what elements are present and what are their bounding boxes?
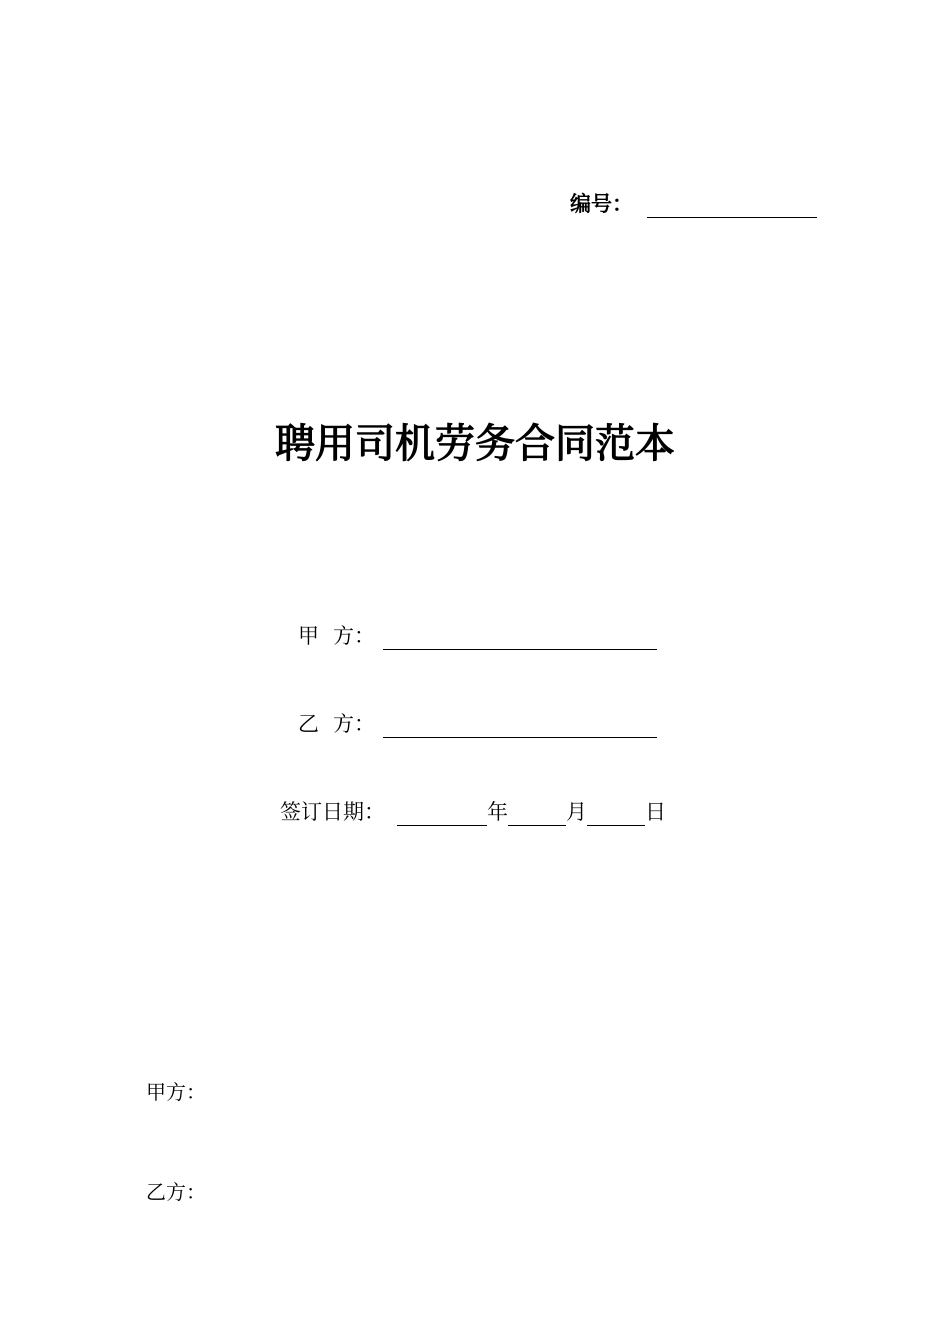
- cover-party-a-field: [298, 620, 657, 650]
- day-blank[interactable]: [587, 803, 645, 826]
- cover-party-a-blank[interactable]: [383, 627, 657, 650]
- body-party-a-label: 甲方：: [146, 1080, 206, 1104]
- month-label: 月: [566, 800, 587, 824]
- serial-number-blank[interactable]: [647, 195, 817, 218]
- year-blank[interactable]: [397, 803, 487, 826]
- cover-party-a-label-char1: 甲: [298, 624, 319, 648]
- year-label: 年: [487, 800, 508, 824]
- month-blank[interactable]: [508, 803, 566, 826]
- cover-party-b-label-char1: 乙: [298, 712, 319, 736]
- serial-number-label: 编号：: [570, 192, 633, 216]
- cover-party-b-blank[interactable]: [383, 715, 657, 738]
- cover-party-b-field: [298, 708, 657, 738]
- body-party-b-label: 乙方：: [146, 1180, 206, 1204]
- signing-date-label: 签订日期：: [280, 800, 385, 824]
- cover-party-a-label-char2: 方：: [333, 624, 375, 648]
- cover-party-b-label-char2: 方：: [333, 712, 375, 736]
- serial-number-field: [570, 188, 817, 218]
- document-title: 聘用司机劳务合同范本: [275, 421, 675, 467]
- day-label: 日: [645, 800, 666, 824]
- signing-date-field: [280, 796, 666, 826]
